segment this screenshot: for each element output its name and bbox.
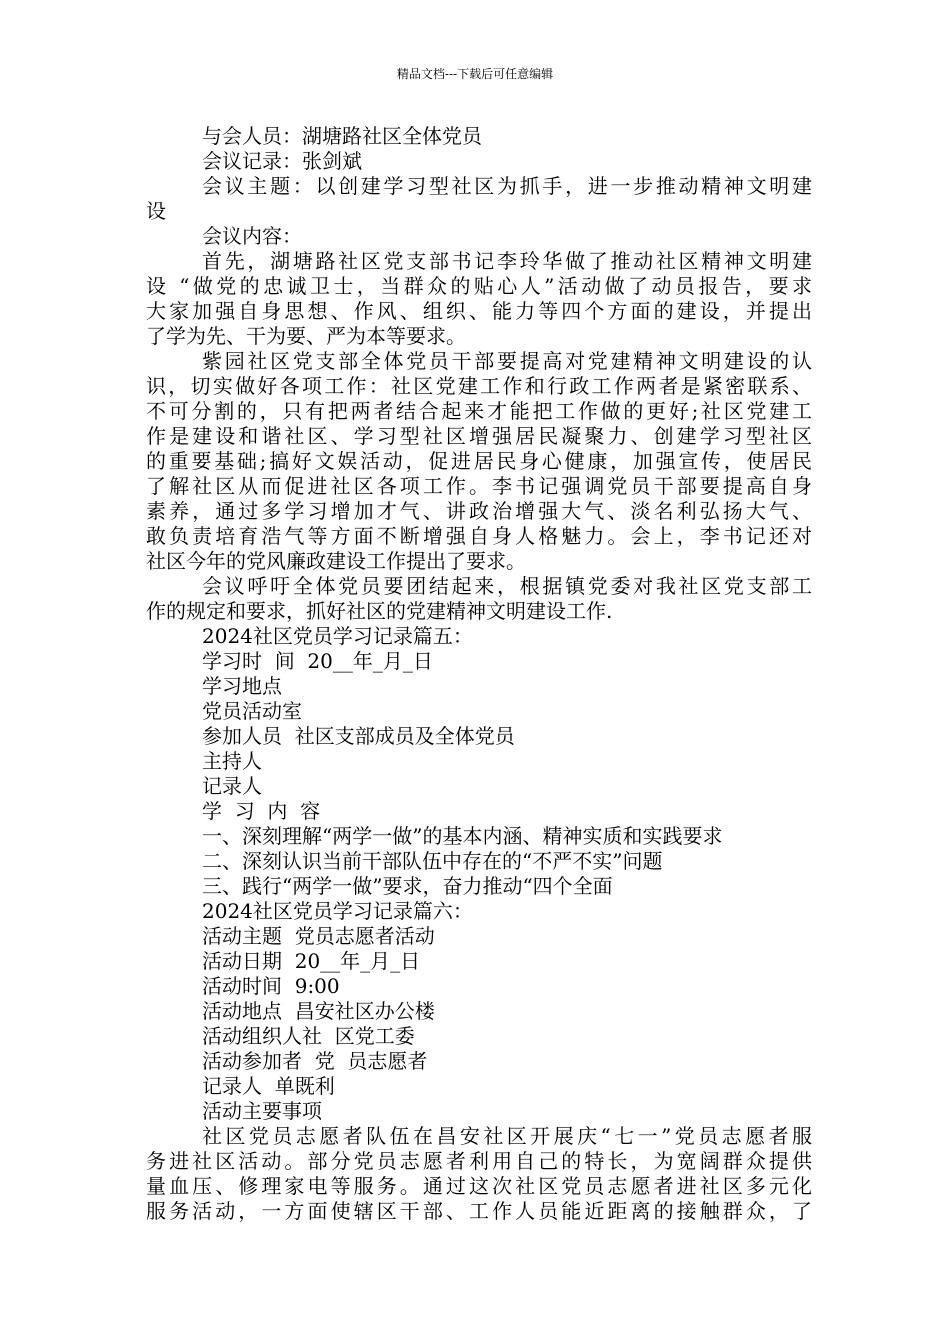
text-line: 三、践行“两学一做”要求，奋力推动“四个全面 bbox=[202, 874, 613, 898]
text-line: 了学为先、干为要、严为本等要求。 bbox=[146, 324, 466, 348]
text-line: 记录人 bbox=[202, 774, 262, 798]
text-line: 会议呼吁全体党员要团结起来，根据镇党委对我社区党支部工 bbox=[202, 574, 812, 598]
text-line: 作的规定和要求，抓好社区的党建精神文明建设工作. bbox=[146, 599, 613, 623]
text-line: 活动主题 党员志愿者活动 bbox=[202, 924, 435, 948]
text-line: 活动参加者 党 员志愿者 bbox=[202, 1049, 428, 1073]
text-line: 一、深刻理解“两学一做”的基本内涵、精神实质和实践要求 bbox=[202, 824, 723, 848]
text-line: 活动组织人社 区党工委 bbox=[202, 1024, 415, 1048]
text-line: 首先，湖塘路社区党支部书记李玲华做了推动社区精神文明建 bbox=[202, 249, 812, 273]
section-heading: 2024社区党员学习记录篇五： bbox=[202, 624, 473, 648]
text-line: 紫园社区党支部全体党员干部要提高对党建精神文明建设的认 bbox=[202, 349, 812, 373]
text-line: 二、深刻认识当前干部队伍中存在的“不严不实”问题 bbox=[202, 849, 663, 873]
text-line: 不可分割的，只有把两者结合起来才能把工作做的更好;社区党建工 bbox=[146, 399, 812, 423]
text-line: 活动时间 9:00 bbox=[202, 974, 340, 998]
text-line: 会议记录：张剑斌 bbox=[202, 149, 362, 173]
page-header: 精品文档---下载后可任意编辑 bbox=[396, 67, 554, 81]
text-line: 服务活动，一方面使辖区干部、工作人员能近距离的接触群众，了 bbox=[146, 1199, 812, 1223]
text-line: 与会人员：湖塘路社区全体党员 bbox=[202, 124, 482, 148]
text-line: 作是建设和谐社区、学习型社区增强居民凝聚力、创建学习型社区 bbox=[146, 424, 812, 448]
text-line: 的重要基础;搞好文娱活动，促进居民身心健康，加强宣传，使居民 bbox=[146, 449, 812, 473]
text-line: 大家加强自身思想、作风、组织、能力等四个方面的建设，并提出 bbox=[146, 299, 812, 323]
text-line: 学 习 内 容 bbox=[202, 799, 321, 823]
text-line: 量血压、修理家电等服务。通过这次社区党员志愿者进社区多元化 bbox=[146, 1174, 812, 1198]
text-line: 学习地点 bbox=[202, 674, 282, 698]
text-line: 设 bbox=[146, 199, 166, 223]
text-line: 识，切实做好各项工作：社区党建工作和行政工作两者是紧密联系、 bbox=[146, 374, 812, 398]
text-line: 活动主要事项 bbox=[202, 1099, 322, 1123]
text-line: 会议内容： bbox=[202, 224, 302, 248]
text-line: 敢负责培育浩气等方面不断增强自身人格魅力。会上，李书记还对 bbox=[146, 524, 812, 548]
section-heading: 2024社区党员学习记录篇六： bbox=[202, 899, 473, 923]
text-line: 学习时 间 20__年_月_日 bbox=[202, 649, 433, 673]
text-line: 社区今年的党风廉政建设工作提出了要求。 bbox=[146, 549, 526, 573]
document-body bbox=[146, 124, 812, 1224]
text-line: 设 “做党的忠诚卫士，当群众的贴心人”活动做了动员报告，要求 bbox=[146, 274, 812, 298]
text-line: 活动日期 20__年_月_日 bbox=[202, 949, 421, 973]
text-line: 了解社区从而促进社区各项工作。李书记强调党员干部要提高自身 bbox=[146, 474, 812, 498]
text-line: 记录人 单既利 bbox=[202, 1074, 335, 1098]
text-line: 社区党员志愿者队伍在昌安社区开展庆“七一”党员志愿者服 bbox=[202, 1124, 812, 1148]
text-line: 党员活动室 bbox=[202, 699, 302, 723]
text-line: 务进社区活动。部分党员志愿者利用自己的特长，为宽阔群众提供 bbox=[146, 1149, 812, 1173]
text-line: 会议主题：以创建学习型社区为抓手，进一步推动精神文明建 bbox=[202, 174, 812, 198]
text-line: 主持人 bbox=[202, 749, 262, 773]
text-line: 参加人员 社区支部成员及全体党员 bbox=[202, 724, 515, 748]
text-line: 素养，通过多学习增加才气、讲政治增强大气、淡名利弘扬大气、 bbox=[146, 499, 812, 523]
text-line: 活动地点 昌安社区办公楼 bbox=[202, 999, 435, 1023]
